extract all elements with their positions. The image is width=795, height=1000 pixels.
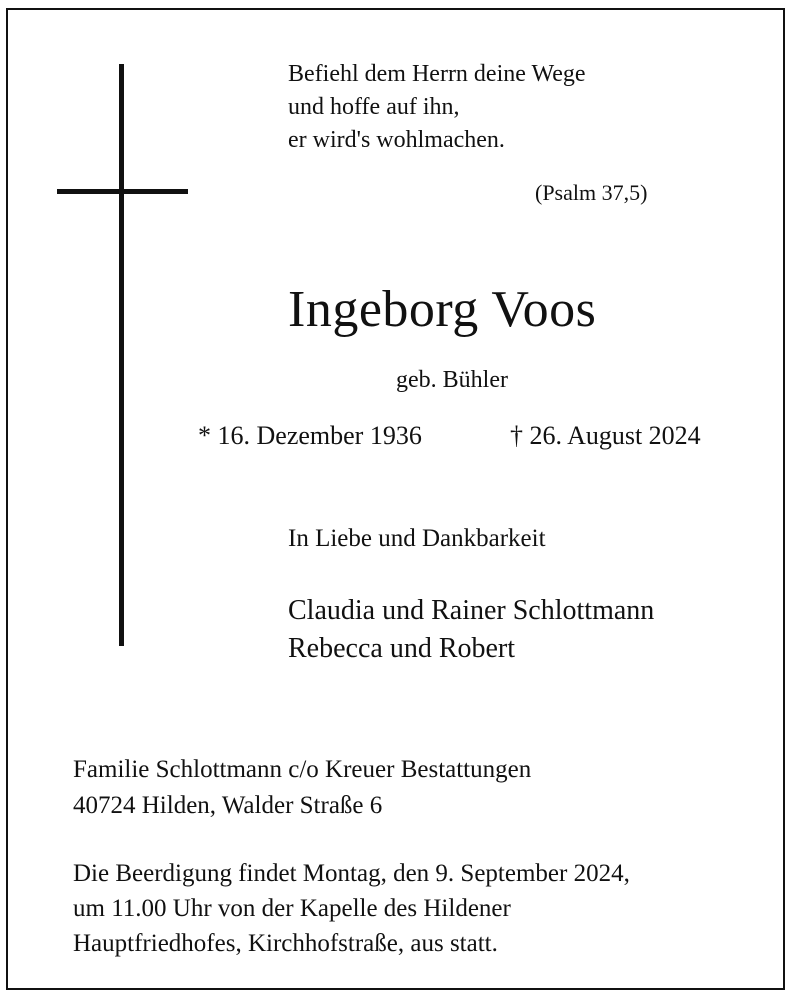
funeral-line: um 11.00 Uhr von der Kapelle des Hildener xyxy=(73,895,511,922)
contact-address xyxy=(73,752,531,824)
funeral-notice xyxy=(73,856,630,961)
contact-line: Familie Schlottmann c/o Kreuer Bestattungen xyxy=(73,756,532,783)
funeral-line: Hauptfriedhofes, Kirchhofstraße, aus statt. xyxy=(73,930,498,957)
mourners-list xyxy=(288,592,654,668)
verse-source: (Psalm 37,5) xyxy=(535,180,648,205)
death-date: † 26. August 2024 xyxy=(510,421,701,450)
mourners-intro: In Liebe und Dankbarkeit xyxy=(288,525,546,552)
cross-vertical-bar xyxy=(119,64,124,646)
deceased-name: Ingeborg Voos xyxy=(288,281,597,338)
birth-date: * 16. Dezember 1936 xyxy=(198,421,422,450)
bible-verse xyxy=(288,58,586,157)
verse-line: er wird's wohlmachen. xyxy=(288,127,505,153)
cross-horizontal-bar xyxy=(57,189,188,194)
maiden-name: geb. Bühler xyxy=(396,367,508,393)
mourner-line: Rebecca und Robert xyxy=(288,633,516,664)
verse-line: und hoffe auf ihn, xyxy=(288,94,460,120)
mourner-line: Claudia und Rainer Schlottmann xyxy=(288,595,655,626)
contact-line: 40724 Hilden, Walder Straße 6 xyxy=(73,792,383,819)
verse-line: Befiehl dem Herrn deine Wege xyxy=(288,61,586,87)
funeral-line: Die Beerdigung findet Montag, den 9. September 2024, xyxy=(73,860,630,887)
